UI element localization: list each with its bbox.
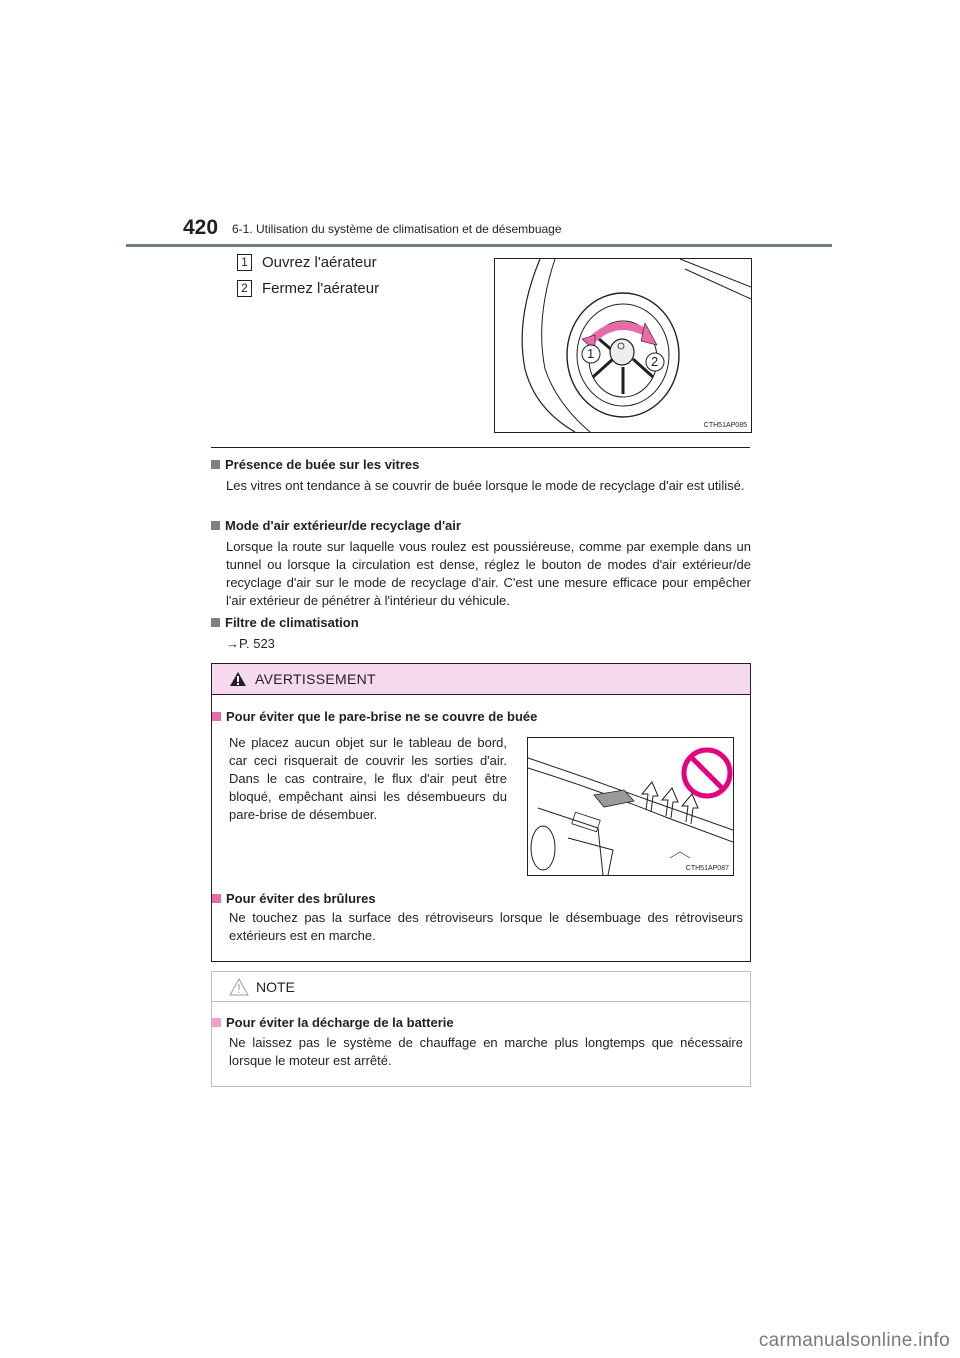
notice-label: NOTE xyxy=(256,978,295,995)
note-body: →P. 523 xyxy=(226,636,275,651)
notice-item-body: Ne laissez pas le système de chauffage en marche plus longtemps que nécessaire lorsque le moteur est arrêté. xyxy=(229,1035,743,1068)
step-number: 1 xyxy=(237,254,252,271)
notice-item-title-text: Pour éviter la décharge de la batterie xyxy=(226,1015,454,1030)
warning-item-body: Ne placez aucun objet sur le tableau de bord, car ceci risquerait de couvrir les sorties d'air. Dans le cas contraire, le flux d'air peut être bloqué, empêchant ainsi les désembueurs du pare-brise de désembuer. xyxy=(229,735,507,822)
note-title: Mode d'air extérieur/de recyclage d'air xyxy=(225,518,461,533)
warning-item-title-text: Pour éviter que le pare-brise ne se couvre de buée xyxy=(226,709,538,724)
watermark: carmanualsonline.info xyxy=(758,1330,950,1351)
bullet-square-icon xyxy=(212,1018,221,1027)
note-filter xyxy=(211,615,751,653)
step-text: Fermez l'aérateur xyxy=(262,280,380,297)
notice-item-title xyxy=(212,1015,454,1030)
bullet-square-icon xyxy=(212,712,221,721)
note-air-mode xyxy=(211,518,751,610)
bullet-square-icon xyxy=(211,521,220,530)
warning-item-title xyxy=(212,891,376,906)
figure-code: CTH51AP085 xyxy=(703,422,747,429)
callout-2: 2 xyxy=(651,354,659,369)
step-text: Ouvrez l'aérateur xyxy=(262,254,377,271)
step-open-vent xyxy=(237,254,377,271)
chapter-title: 6-1. Utilisation du système de climatisation et de désembuage xyxy=(232,222,562,236)
header-rule xyxy=(126,244,832,247)
note-fogging xyxy=(211,457,751,495)
warning-item-title-text: Pour éviter des brûlures xyxy=(226,891,376,906)
warning-header xyxy=(212,664,750,695)
bullet-square-icon xyxy=(211,618,220,627)
note-title: Présence de buée sur les vitres xyxy=(225,457,420,472)
warning-triangle-icon xyxy=(229,671,247,687)
dashboard-icon xyxy=(528,738,733,875)
warning-box xyxy=(211,663,751,962)
note-title: Filtre de climatisation xyxy=(225,615,359,630)
air-vent-icon xyxy=(495,259,751,432)
caution-triangle-icon xyxy=(229,978,249,996)
note-body: Lorsque la route sur laquelle vous roulez est poussiéreuse, comme par exemple dans un tunnel ou lorsque la circulation est dense, réglez le bouton de modes d'air extérieur/de recyclage d'air sur le mode de recyclage d'air. C'est une mesure efficace pour empêcher l'air extérieur de pénétrer à l'intérieur du véhicule. xyxy=(226,539,751,608)
dashboard-illustration xyxy=(527,737,734,876)
vent-illustration xyxy=(494,258,752,433)
callout-1: 1 xyxy=(587,346,595,361)
notice-box xyxy=(211,971,751,1087)
section-divider xyxy=(211,447,750,448)
notice-header xyxy=(212,972,750,1002)
warning-label: AVERTISSEMENT xyxy=(255,671,376,687)
bullet-square-icon xyxy=(211,460,220,469)
note-body: Les vitres ont tendance à se couvrir de buée lorsque le mode de recyclage d'air est utilisé. xyxy=(226,478,745,493)
bullet-square-icon xyxy=(212,894,221,903)
step-close-vent xyxy=(237,280,379,297)
warning-item-body: Ne touchez pas la surface des rétroviseurs lorsque le désembuage des rétroviseurs extérieurs est en marche. xyxy=(229,910,743,943)
step-number: 2 xyxy=(237,280,252,297)
page-number: 420 xyxy=(183,216,219,239)
warning-item-title xyxy=(212,709,537,724)
figure-code: CTH51AP087 xyxy=(685,865,729,872)
